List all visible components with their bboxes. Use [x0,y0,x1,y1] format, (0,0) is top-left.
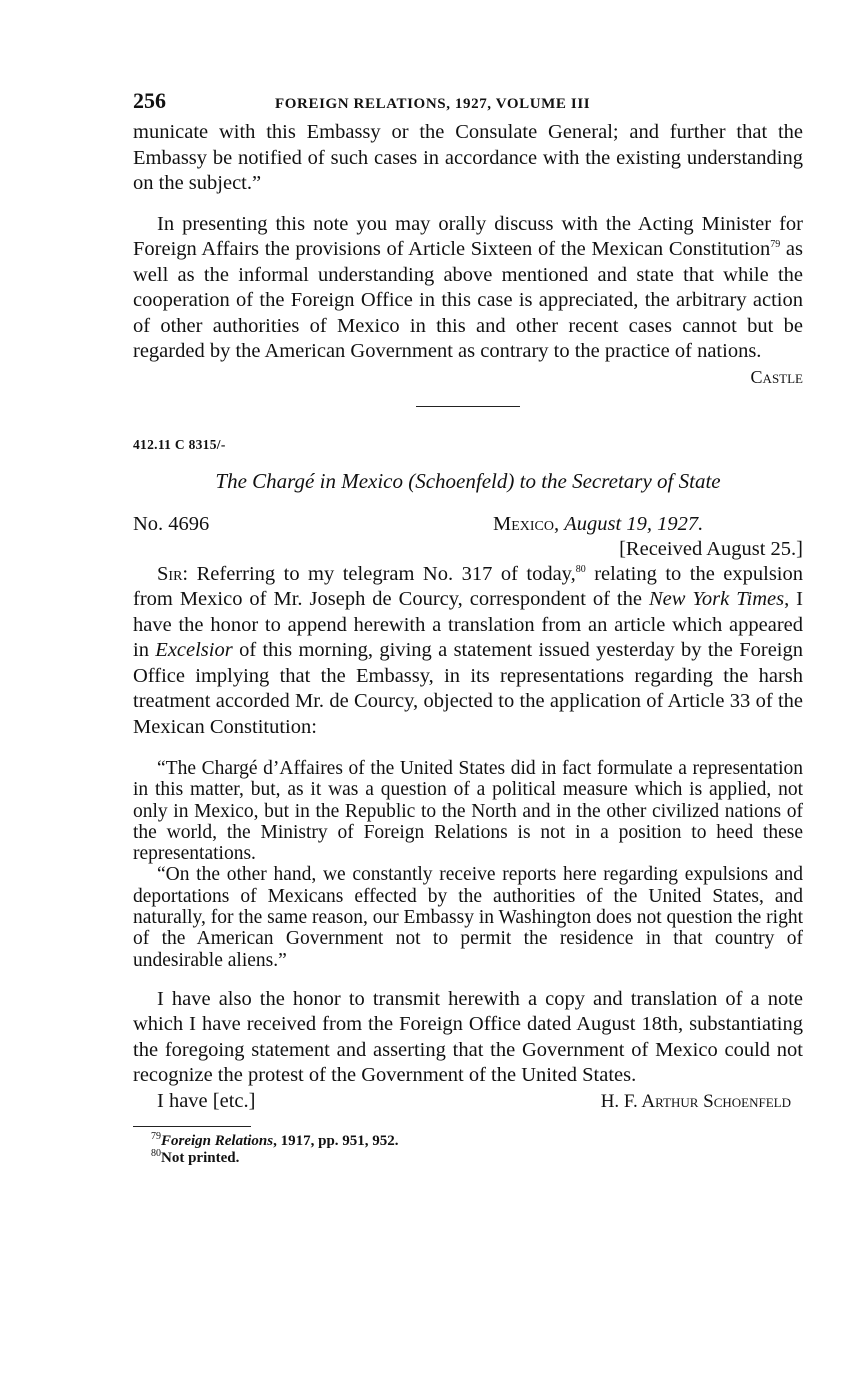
body-text-c: , I have the honor to append herewith a translation from an article which appeared in [133,588,804,661]
instruction-paragraph [133,212,803,365]
footnote-number: 79 [151,1130,161,1142]
footnote-79 [151,1130,803,1150]
footnote-title: Foreign Relations [161,1132,274,1149]
running-header [133,88,803,118]
footnote-rule [133,1126,251,1127]
closing-row [133,1089,803,1114]
file-number: 412.11 C 8315/- [133,436,226,452]
document-number: No. 4696 [133,512,210,535]
received-date: [Received August 25.] [619,537,803,560]
body-text-a: Referring to my telegram No. 317 of today, [188,562,576,585]
dateline-date: August 19, 1927. [564,512,704,535]
page-number: 256 [133,88,166,113]
signoff-castle: Castle [750,366,803,387]
body-text-b: relating to the expulsion from Mexico of Mr. Joseph de Courcy, correspondent of the [133,562,803,610]
instruction-text-b: as well as the informal understanding above mentioned and state that while the cooperation of the Foreign Office in this case is appreciated, the arbitrary action of other authorities of Mexico in this and other recent cases cannot but be regarded by the American Government as contrary to the practice of nations. [133,238,803,362]
body-text-d: of this morning, giving a statement issued yesterday by the Foreign Office implying that the Embassy, in its representations regarding the harsh treatment accorded Mr. de Courcy, objected to the application of Article 33 of the Mexican Constitution: [133,639,803,738]
instruction-text-a: In presenting this note you may orally discuss with the Acting Minister for Foreign Affairs the provisions of Article Sixteen of the Mexican Constitution [133,212,803,260]
newspaper-new-york-times: New York Times [648,588,785,610]
footnotes [133,1130,803,1167]
letter-body-paragraph [133,562,803,741]
closing-formula: I have [etc.] [157,1089,256,1112]
document-title: The Chargé in Mexico (Schoenfeld) to the Secretary of State [215,468,721,493]
footnote-text: Not printed. [161,1149,240,1166]
quoted-statement [133,758,803,971]
footnote-number: 80 [151,1147,161,1159]
salutation: Sir: [157,562,189,585]
continued-paragraph: municate with this Embassy or the Consulate General; and further that the Embassy be notified of such cases in accordance with the existing understanding on the subject.” [133,121,803,194]
newspaper-excelsior: Excelsior [155,639,233,661]
document-page [133,88,803,1167]
signature: H. F. Arthur Schoenfeld [600,1090,791,1112]
footnote-80 [151,1147,803,1167]
footnote-ref-79[interactable]: 79 [770,239,781,251]
dateline-city: Mexico, [493,512,560,535]
dateline [493,512,803,537]
final-paragraph: I have also the honor to transmit herewith a copy and translation of a note which I have received from the Foreign Office dated August 18th, substantiating the foregoing statement and asserting that the Government of Mexico could not recognize the protest of the Government of the United States. [133,987,803,1087]
footnote-text: , 1917, pp. 951, 952. [273,1132,399,1149]
footnote-ref-80[interactable]: 80 [575,563,586,575]
section-divider [416,406,520,407]
running-title: FOREIGN RELATIONS, 1927, VOLUME III [275,96,591,112]
quote-paragraph-1: “The Chargé d’Affaires of the United States did in fact formulate a representation in this matter, but, as it was a question of a political measure which is applied, not only in Mexico, but in the Republic to the North and in the other civilized nations of the world, the Ministry of Foreign Relations is not in a position to heed these representations. [133,758,803,865]
document-meta-row [133,512,803,537]
quote-paragraph-2: “On the other hand, we constantly receive reports here regarding expulsions and deportations of Mexicans effected by the authorities of the United States, and naturally, for the same reason, our Embassy in Washington does not question the right of the American Government not to permit the residence in that country of undesirable aliens.” [133,864,803,971]
